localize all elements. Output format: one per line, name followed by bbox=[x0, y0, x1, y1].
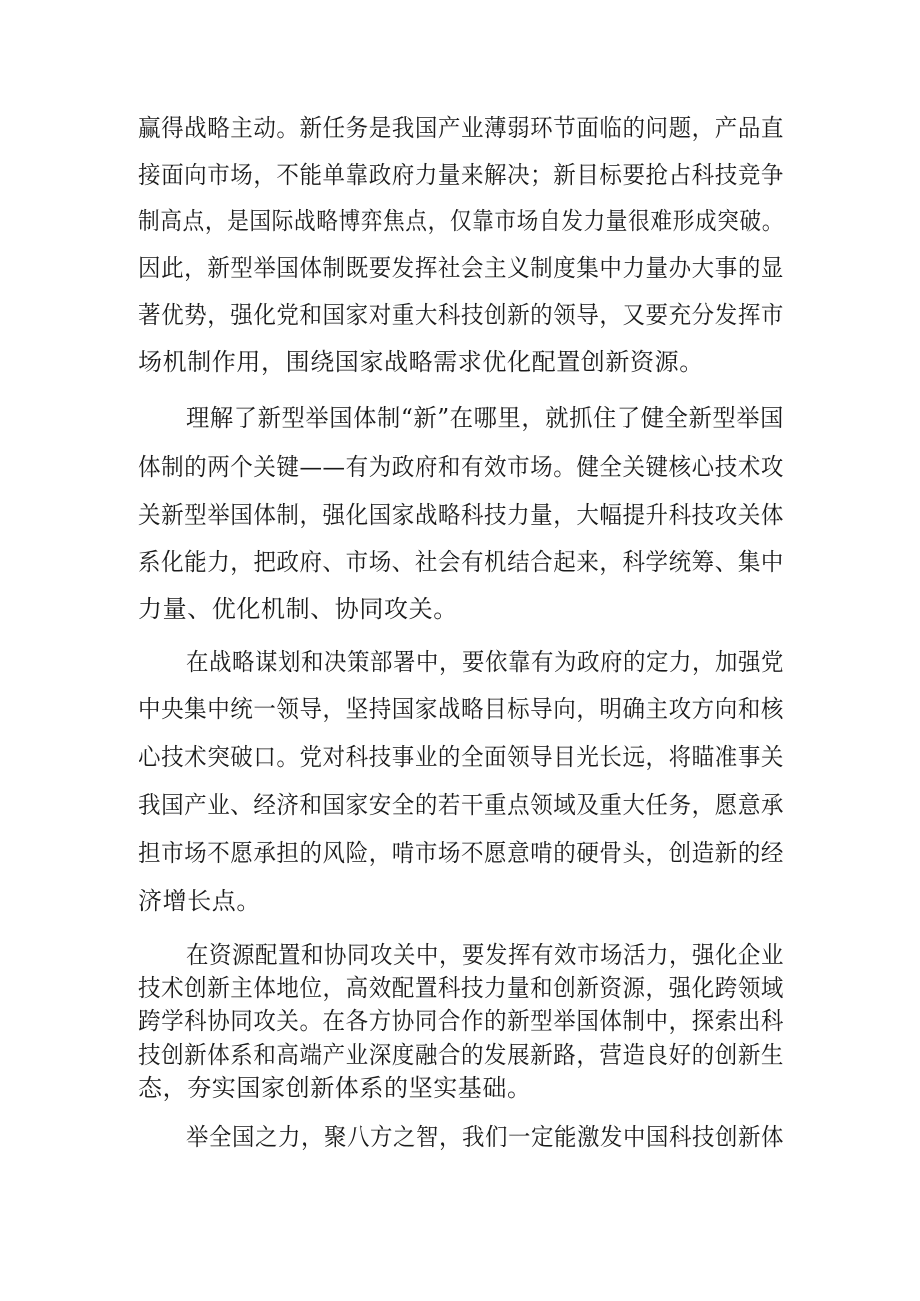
document-page: 赢得战略主动。新任务是我国产业薄弱环节面临的问题，产品直 接面向市场，不能单靠政府力量来解决；新目标要抢占科技竞争 制高点，是国际战略博弈焦点，仅靠市场自发力量很难形成突破。 因此，新型举国体制既要发挥社会主义制度集中力量办大事的显 著优势，强化党和国家对重大科技创新的领导，又要充分发挥市 场机制作用，围绕国家战略需求优化配置创新资源。 理解了新型举国体制“新”在哪里，就抓住了健全新型举国 体制的两个关键——有为政府和有效市场。健全关键核心技术攻 关新型举国体制，强化国家战略科技力量，大幅提升科技攻关体 系化能力，把政府、市场、社会有机结合起来，科学统筹、集中 力量、优化机制、协同攻关。 在战略谋划和决策部署中，要依靠有为政府的定力，加强党 中央集中统一领导，坚持国家战略目标导向，明确主攻方向和核 心技术突破口。党对科技事业的全面领导目光长远，将瞄准事关 我国产业、经济和国家安全的若干重点领域及重大任务，愿意承 担市场不愿承担的风险，啃市场不愿意啃的硬骨头，创造新的经 济增长点。 在资源配置和协同攻关中，要发挥有效市场活力，强化企业 技术创新主体地位，高效配置科技力量和创新资源，强化跨领域 跨学科协同攻关。在各方协同合作的新型举国体制中，探索出科 技创新体系和高端产业深度融合的发展新路，营造良好的创新生 态，夯实国家创新体系的坚实基础。 举全国之力，聚八方之智，我们一定能激发中国科技创新体 bbox=[138, 114, 785, 1151]
